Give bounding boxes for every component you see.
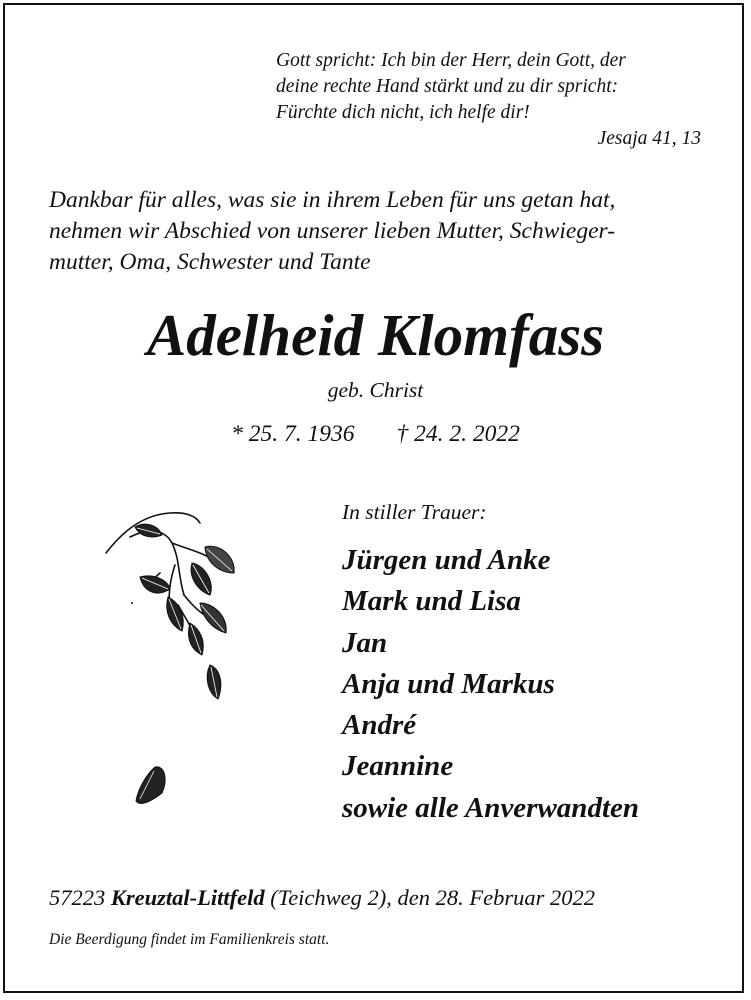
- address-rest: (Teichweg 2), den 28. Februar 2022: [270, 885, 596, 910]
- leaf-shape: [140, 576, 170, 593]
- death-date: † 24. 2. 2022: [396, 421, 520, 447]
- life-dates: [0, 421, 751, 448]
- address-line: [49, 885, 709, 911]
- mourning-label: In stiller Trauer:: [342, 500, 487, 524]
- verse-line: Fürchte dich nicht, ich helfe dir!: [276, 102, 530, 123]
- deceased-name: Adelheid Klomfass: [146, 302, 605, 368]
- intro-line: mutter, Oma, Schwester und Tante: [49, 249, 371, 275]
- funeral-note: Die Beerdigung findet im Familienkreis statt.: [49, 931, 330, 948]
- mourner-entry: Jeannine: [342, 750, 454, 783]
- mourner-entry: Jürgen und Anke: [342, 544, 551, 576]
- mourner-entry: André: [342, 709, 417, 742]
- birth-name: geb. Christ: [327, 378, 424, 402]
- verse-reference: Jesaja 41, 13: [597, 128, 701, 149]
- mourner-entry: sowie alle Anverwandten: [342, 791, 639, 824]
- leaf-branch-icon: [100, 505, 250, 815]
- birth-date: * 25. 7. 1936: [231, 421, 355, 447]
- mourners-list: [342, 540, 722, 829]
- intro-line: Dankbar für alles, was sie in ihrem Leben für uns getan hat,: [49, 187, 616, 213]
- intro-line: nehmen wir Abschied von unserer lieben Mutter, Schwieger-: [49, 218, 616, 244]
- mourner-entry: Mark und Lisa: [342, 585, 521, 618]
- verse-line: Gott spricht: Ich bin der Herr, dein Gott, der: [276, 50, 626, 71]
- mourner-entry: Anja und Markus: [342, 667, 555, 700]
- bible-verse: [276, 48, 701, 152]
- verse-line: deine rechte Hand stärkt und zu dir spricht:: [276, 76, 619, 97]
- leaf-shape: [135, 524, 162, 537]
- postcode: 57223: [49, 885, 106, 910]
- town: Kreuztal-Littfeld: [110, 885, 265, 910]
- mourner-entry: Jan: [342, 626, 388, 659]
- intro-text: [49, 185, 704, 278]
